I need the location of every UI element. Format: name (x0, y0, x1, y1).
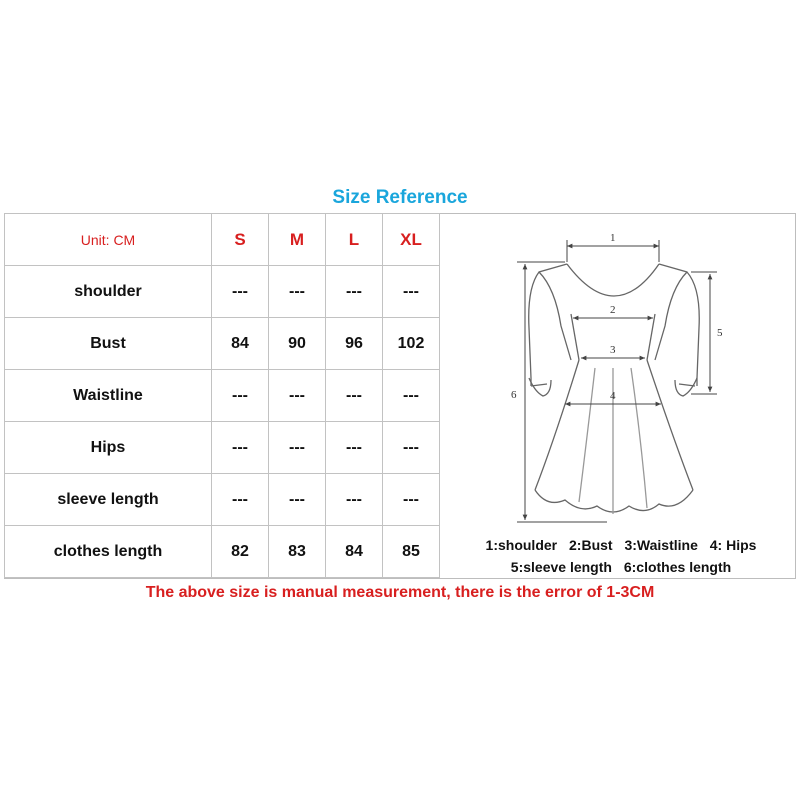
table-row (5, 318, 440, 370)
legend-item: 1:shoulder (485, 537, 558, 553)
cell-value: --- (383, 370, 440, 422)
table-row (5, 526, 440, 578)
row-label: clothes length (5, 526, 212, 578)
size-header-xl: XL (383, 214, 440, 266)
cell-value: --- (212, 474, 269, 526)
cell-value: 83 (269, 526, 326, 578)
cell-value: 84 (326, 526, 383, 578)
row-label: Hips (5, 422, 212, 474)
size-header-m: M (269, 214, 326, 266)
cell-value: --- (269, 422, 326, 474)
cell-value: --- (326, 266, 383, 318)
cell-value: 90 (269, 318, 326, 370)
cell-value: --- (212, 370, 269, 422)
measurement-note: The above size is manual measurement, there is the error of 1-3CM (145, 584, 655, 601)
marker-1: 1 (610, 232, 616, 244)
row-label: Bust (5, 318, 212, 370)
unit-label: Unit: CM (5, 214, 212, 266)
marker-2: 2 (610, 304, 616, 316)
row-label: sleeve length (5, 474, 212, 526)
cell-value: 84 (212, 318, 269, 370)
size-header-s: S (212, 214, 269, 266)
cell-value: 96 (326, 318, 383, 370)
legend-item: 5:sleeve length (510, 559, 612, 575)
cell-value: 102 (383, 318, 440, 370)
cell-value: 85 (383, 526, 440, 578)
cell-value: --- (326, 474, 383, 526)
page-title: Size Reference (332, 187, 468, 208)
table-row (5, 266, 440, 318)
cell-value: 82 (212, 526, 269, 578)
table-row (5, 422, 440, 474)
row-label: shoulder (5, 266, 212, 318)
legend-item: 2:Bust (569, 537, 613, 553)
dress-measurement-diagram (495, 218, 755, 528)
marker-5: 5 (717, 327, 723, 339)
cell-value: --- (383, 422, 440, 474)
table-row (5, 370, 440, 422)
size-header-row (5, 214, 440, 266)
legend-item: 6:clothes length (623, 559, 732, 575)
cell-value: --- (212, 422, 269, 474)
legend-line-2 (456, 556, 786, 578)
cell-value: --- (269, 370, 326, 422)
marker-6: 6 (511, 389, 517, 401)
table-row (5, 474, 440, 526)
size-header-l: L (326, 214, 383, 266)
cell-value: --- (269, 474, 326, 526)
measurement-markers (511, 232, 723, 402)
legend-item: 4: Hips (709, 537, 757, 553)
row-label: Waistline (5, 370, 212, 422)
dress-outline (529, 264, 700, 514)
cell-value: --- (326, 422, 383, 474)
marker-4: 4 (610, 390, 616, 402)
cell-value: --- (383, 266, 440, 318)
cell-value: --- (326, 370, 383, 422)
marker-3: 3 (610, 344, 616, 356)
size-table (4, 213, 440, 578)
legend-line-1 (456, 534, 786, 556)
cell-value: --- (383, 474, 440, 526)
legend-item: 3:Waistline (624, 537, 698, 553)
cell-value: --- (212, 266, 269, 318)
cell-value: --- (269, 266, 326, 318)
